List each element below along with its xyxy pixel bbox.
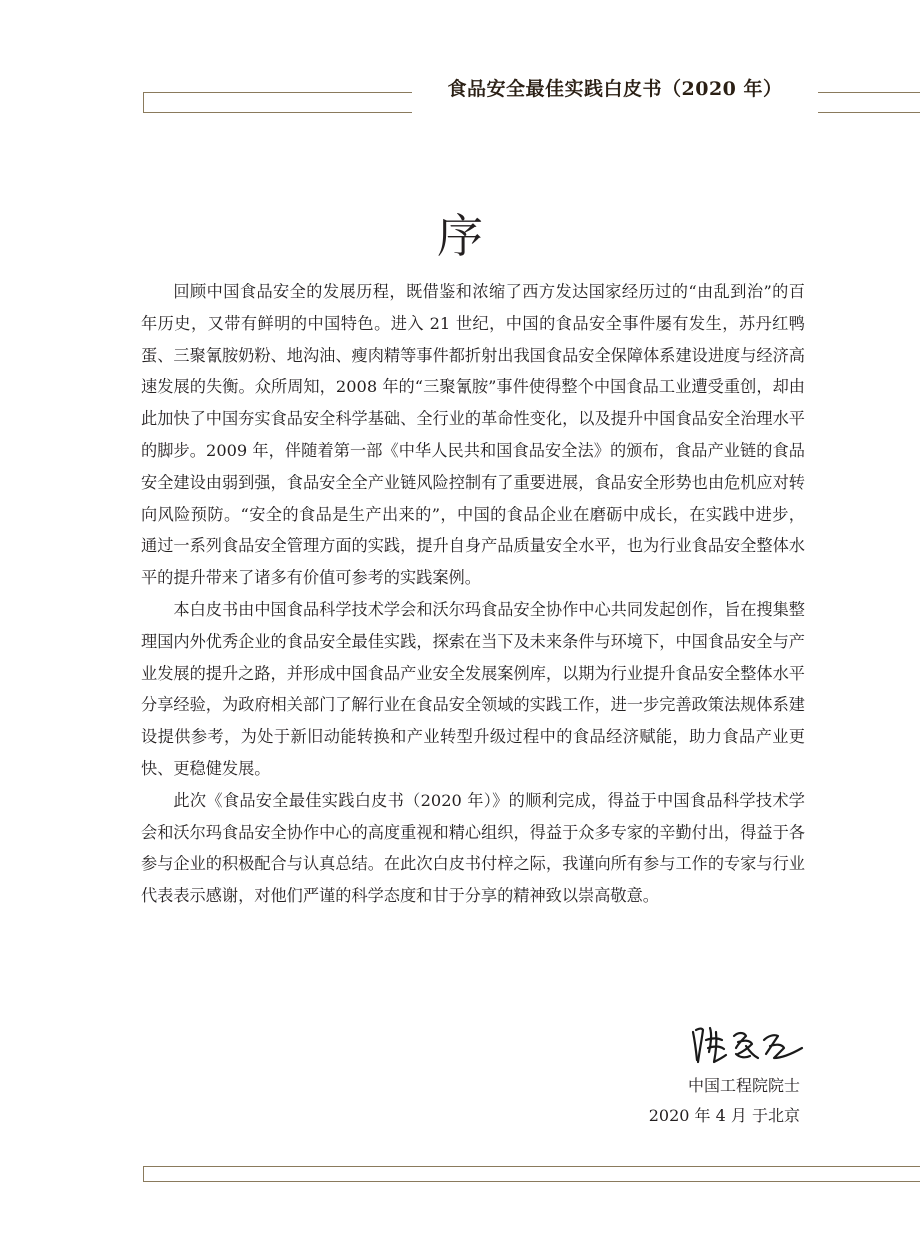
page-title: 序 <box>437 209 483 263</box>
paragraph-1: 回顾中国食品安全的发展历程，既借鉴和浓缩了西方发达国家经历过的“由乱到治”的百年历史，又带有鲜明的中国特色。进入 21 世纪，中国的食品安全事件屡有发生，苏丹红鸭蛋、三聚氰胺奶粉、地沟油、瘦肉精等事件都折射出我国食品安全保障体系建设进度与经济高速发展的失衡。众所周知，2008 年的“三聚氰胺”事件使得整个中国食品工业遭受重创，却由此加快了中国夯实食品安全科学基础、全行业的革命性变化，以及提升中国食品安全治理水平的脚步。2009 年，伴随着第一部《中华人民共和国食品安全法》的颁布，食品产业链的食品安全建设由弱到强，食品安全全产业链风险控制有了重要进展，食品安全形势也由危机应对转向风险预防。“安全的食品是生产出来的”，中国的食品企业在磨砺中成长，在实践中进步，通过一系列食品安全管理方面的实践，提升自身产品质量安全水平，也为行业食品安全整体水平的提升带来了诸多有价值可参考的实践案例。 <box>141 282 805 588</box>
signature-date-place: 2020 年 4 月 于北京 <box>648 1106 800 1125</box>
header-rule-right <box>818 92 920 113</box>
header-rule-left <box>143 92 412 113</box>
header-title: 食品安全最佳实践白皮书（2020 年） <box>447 78 783 100</box>
paragraph-2: 本白皮书由中国食品科学技术学会和沃尔玛食品安全协作中心共同发起创作，旨在搜集整理国内外优秀企业的食品安全最佳实践，探索在当下及未来条件与环境下，中国食品安全与产业发展的提升之路，并形成中国食品产业安全发展案例库，以期为行业提升食品安全整体水平分享经验，为政府相关部门了解行业在食品安全领域的实践工作，进一步完善政策法规体系建设提供参考，为处于新旧动能转换和产业转型升级过程中的食品经济赋能，助力食品产业更快、更稳健发展。 <box>141 599 805 778</box>
footer-rule <box>143 1166 920 1182</box>
paragraph-3: 此次《食品安全最佳实践白皮书（2020 年）》的顺利完成，得益于中国食品科学技术学会和沃尔玛食品安全协作中心的高度重视和精心组织，得益于众多专家的辛勤付出，得益于各参与企业的积极配合与认真总结。在此次白皮书付梓之际，我谨向所有参与工作的专家与行业代表表示感谢，对他们严谨的科学态度和甘于分享的精神致以崇高敬意。 <box>141 790 805 906</box>
signatory-title: 中国工程院院士 <box>687 1076 800 1095</box>
preface-body <box>141 276 805 912</box>
handwritten-signature <box>690 1018 808 1068</box>
